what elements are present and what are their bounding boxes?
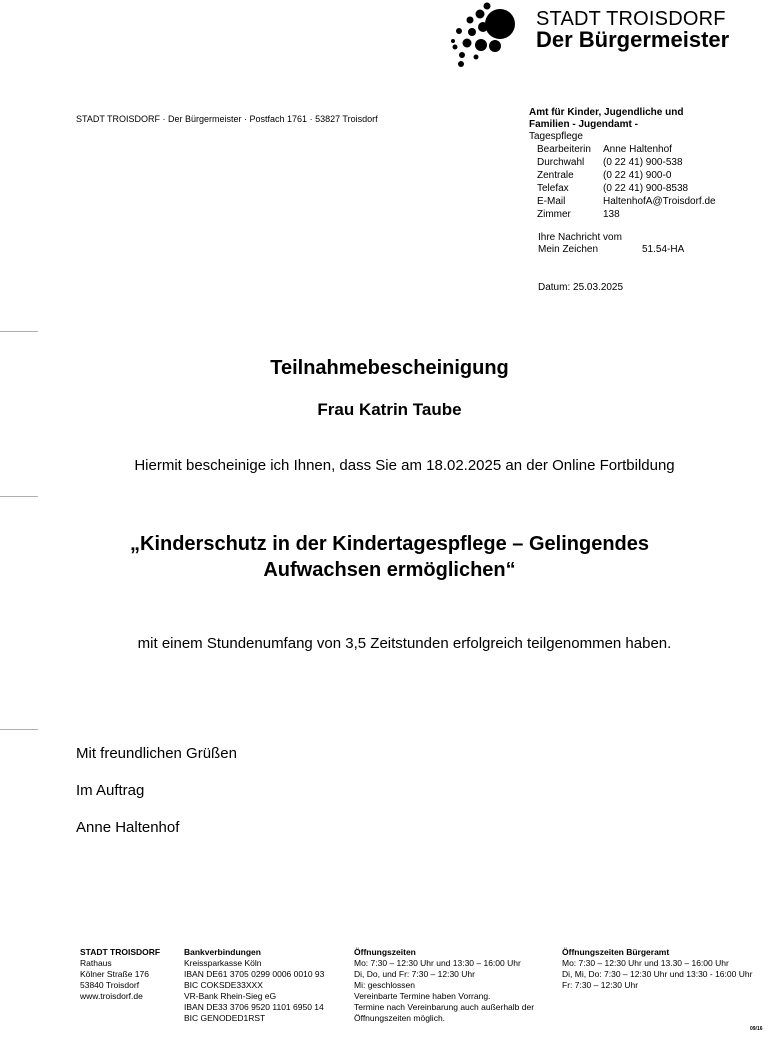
- department-name-line1: Amt für Kinder, Jugendliche und: [529, 107, 684, 118]
- your-message-label: Ihre Nachricht vom: [538, 232, 622, 243]
- course-title: [0, 531, 779, 583]
- contact-label: Bearbeiterin: [537, 144, 591, 155]
- footer-line: Mo: 7:30 – 12:30 Uhr und 13:30 – 16:00 Uhr: [354, 958, 521, 968]
- completion-text: mit einem Stundenumfang von 3,5 Zeitstunden erfolgreich teilgenommen haben.: [137, 635, 672, 652]
- footer-heading: STADT TROISDORF: [80, 947, 161, 957]
- footer-citizen-office-hours: [562, 947, 752, 991]
- department-unit: Tagespflege: [529, 131, 583, 142]
- contact-row: [537, 169, 716, 182]
- contact-label: Telefax: [537, 183, 569, 194]
- contact-row: [537, 156, 716, 169]
- contact-label: E-Mail: [537, 196, 566, 207]
- footer-line: IBAN DE61 3705 0299 0006 0010 93: [184, 969, 325, 979]
- logo-city-name: STADT TROISDORF: [536, 8, 726, 30]
- on-behalf-text: Im Auftrag: [76, 782, 145, 799]
- city-logo-icon: [450, 0, 525, 70]
- department-name-line2: Familien - Jugendamt -: [529, 119, 638, 130]
- course-title-line2: Aufwachsen ermöglichen“: [263, 559, 516, 581]
- contact-value: (0 22 41) 900-538: [603, 157, 683, 168]
- footer-line: BIC GENODED1RST: [184, 1013, 266, 1023]
- footer-line: Mi: geschlossen: [354, 980, 415, 990]
- signer-name: Anne Haltenhof: [76, 819, 180, 836]
- fold-mark: [0, 331, 38, 332]
- document-title: Teilnahmebescheinigung: [270, 357, 509, 379]
- footer-line: Fr: 7:30 – 12:30 Uhr: [562, 980, 639, 990]
- contact-value: 138: [603, 209, 620, 220]
- footer-website-link[interactable]: www.troisdorf.de: [80, 991, 143, 1001]
- contact-label: Durchwahl: [537, 157, 585, 168]
- footer-line: BIC COKSDE33XXX: [184, 980, 263, 990]
- contact-value: (0 22 41) 900-0: [603, 170, 672, 181]
- footer-bank: [184, 947, 324, 1024]
- my-ref-value: 51.54-HA: [642, 244, 685, 255]
- contact-label: Zimmer: [537, 209, 571, 220]
- contact-row: [537, 195, 716, 208]
- contact-row: [537, 182, 716, 195]
- contact-label: Zentrale: [537, 170, 574, 181]
- contact-row: [537, 143, 716, 156]
- footer-heading: Öffnungszeiten Bürgeramt: [562, 947, 670, 957]
- contact-table: [537, 143, 716, 221]
- footer-line: Öffnungszeiten möglich.: [354, 1013, 446, 1023]
- footer-opening-hours: [354, 947, 534, 1024]
- fold-mark: [0, 729, 38, 730]
- footer-line: Mo: 7:30 – 12:30 Uhr und 13.30 – 16:00 Uhr: [562, 958, 729, 968]
- recipient-name: Frau Katrin Taube: [317, 400, 462, 419]
- sender-address-line: STADT TROISDORF · Der Bürgermeister · Postfach 1761 · 53827 Troisdorf: [76, 114, 378, 124]
- letter-date: Datum: 25.03.2025: [538, 282, 624, 293]
- footer-line: Di, Mi, Do: 7:30 – 12:30 Uhr und 13:30 - 16:00 Uhr: [562, 969, 753, 979]
- course-title-line1: „Kinderschutz in der Kindertagespflege – Gelingendes: [130, 533, 649, 555]
- closing-greeting: Mit freundlichen Grüßen: [76, 745, 237, 762]
- footer-address: [80, 947, 160, 1002]
- fold-mark: [0, 496, 38, 497]
- document-code: 09/16: [750, 1026, 763, 1032]
- footer-line: Kreissparkasse Köln: [184, 958, 262, 968]
- contact-row: [537, 208, 716, 221]
- footer-heading: Bankverbindungen: [184, 947, 261, 957]
- footer-line: Rathaus: [80, 958, 112, 968]
- footer-heading: Öffnungszeiten: [354, 947, 416, 957]
- footer-line: Kölner Straße 176: [80, 969, 149, 979]
- contact-value: Anne Haltenhof: [603, 144, 672, 155]
- footer-line: VR-Bank Rhein-Sieg eG: [184, 991, 277, 1001]
- reference-table: [538, 232, 684, 256]
- footer-line: Vereinbarte Termine haben Vorrang.: [354, 991, 491, 1001]
- footer-line: IBAN DE33 3706 9520 1101 6950 14: [184, 1002, 324, 1012]
- footer-line: Termine nach Vereinbarung auch außerhalb der: [354, 1002, 535, 1012]
- logo-mayor-title: Der Bürgermeister: [536, 27, 730, 52]
- contact-value: (0 22 41) 900-8538: [603, 183, 689, 194]
- intro-text: Hiermit bescheinige ich Ihnen, dass Sie am 18.02.2025 an der Online Fortbildung: [134, 457, 675, 474]
- department-info: [529, 107, 769, 221]
- contact-email[interactable]: HaltenhofA@Troisdorf.de: [603, 196, 716, 207]
- my-ref-label: Mein Zeichen: [538, 244, 599, 255]
- footer-line: 53840 Troisdorf: [80, 980, 140, 990]
- footer-line: Di, Do, und Fr: 7:30 – 12:30 Uhr: [354, 969, 475, 979]
